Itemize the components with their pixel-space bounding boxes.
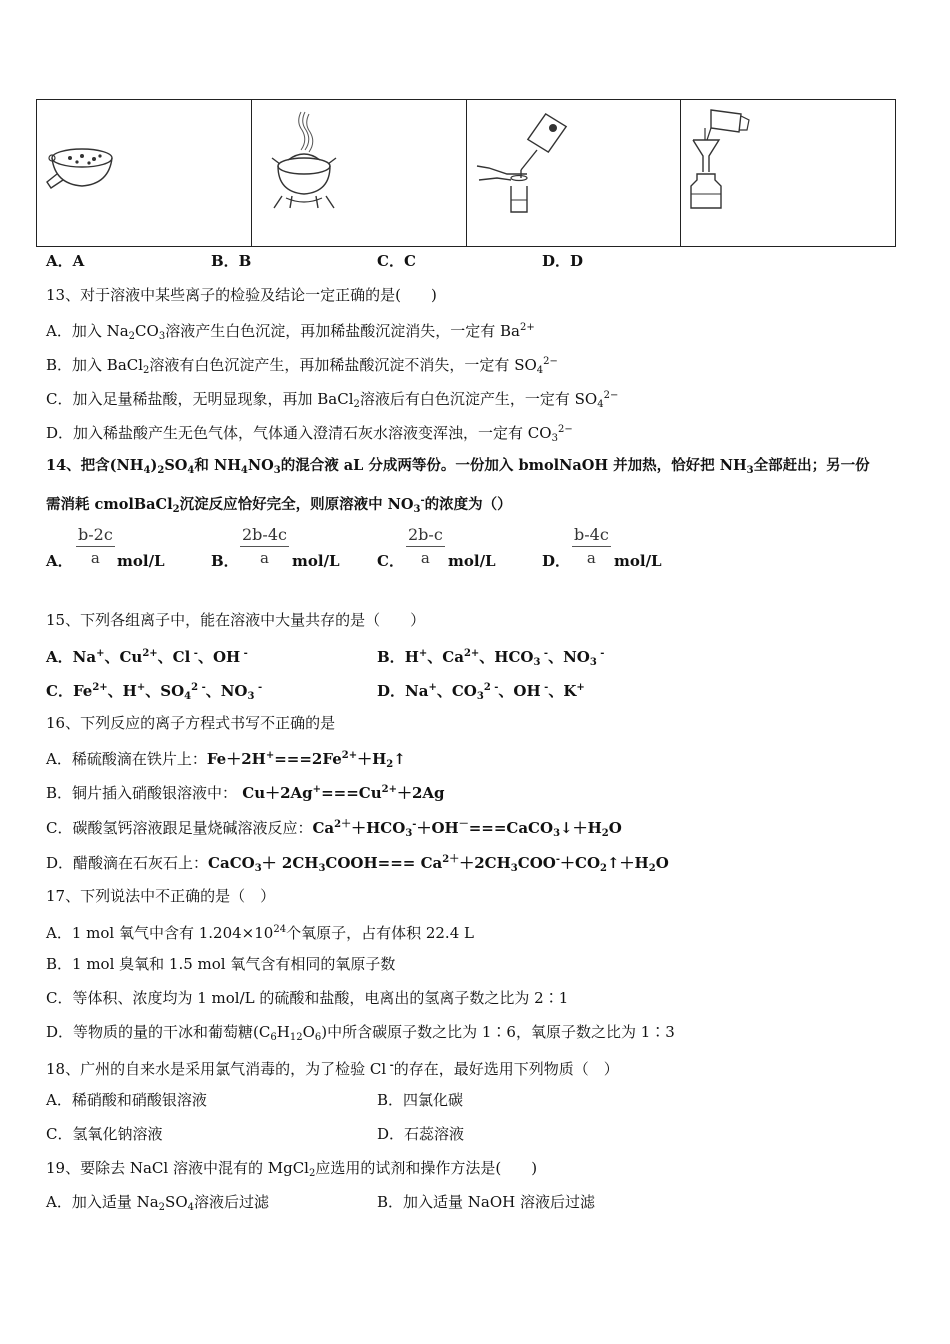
- q13-d-sup: 2−: [557, 424, 573, 435]
- q17-a-sup: 24: [273, 924, 287, 935]
- q15-b-t5: 、HCO: [479, 648, 534, 666]
- q13-a-sup: 2+: [519, 322, 535, 333]
- q15-d-s4: 3: [476, 691, 484, 702]
- q15-d-t1: Na: [405, 682, 429, 700]
- q15-d-s7: -: [540, 682, 549, 693]
- q16-d-s2: 3: [254, 863, 262, 874]
- q19-option-b[interactable]: B．加入适量 NaOH 溶液后过滤: [377, 1193, 596, 1211]
- q19-a-t4: 溶液后过滤: [194, 1193, 270, 1211]
- q15-option-b[interactable]: [377, 644, 604, 673]
- q14-s5: 4: [187, 465, 195, 476]
- q16-c-t0: C．碳酸氢钙溶液跟足量烧碱溶液反应：: [46, 819, 313, 837]
- q16-c-t1: Ca: [312, 819, 335, 837]
- q16-b-s2: +: [312, 784, 322, 795]
- q16-b-t5: ＋2Ag: [396, 784, 445, 802]
- q15-c-s4: +: [136, 682, 146, 693]
- q15-a-t0: A．: [46, 648, 73, 666]
- q15-c-t3: 、H: [107, 682, 137, 700]
- q16-option-b[interactable]: [46, 780, 445, 803]
- q17-d-t0: D．等物质的量的干冰和葡萄糖(C: [46, 1023, 271, 1041]
- q13-d-text: D．加入稀盐酸产生无色气体，气体通入澄清石灰水溶液变浑浊，一定有 CO: [46, 424, 552, 442]
- q15-c-t8: 、NO: [205, 682, 248, 700]
- q16-a-t7: ↑: [393, 750, 406, 768]
- q16-c-s7: －: [458, 819, 469, 830]
- q15-d-t6: 、OH: [498, 682, 541, 700]
- q16-d-t3: ＋ 2CH: [261, 854, 319, 872]
- q14-d-unit: mol/L: [614, 552, 662, 570]
- q16-b-t0: B．铜片插入硝酸银溶液中：: [46, 784, 238, 802]
- q14-s11: 3: [746, 465, 754, 476]
- q15-c-t1: Fe: [72, 682, 93, 700]
- q14-b-numerator: 2b-4c: [240, 524, 289, 547]
- q14-option-b-fraction: [240, 524, 289, 569]
- q13-d-sub: 3: [551, 433, 558, 444]
- q13-c-text: C．加入足量稀盐酸，无明显现象，再加 BaCl: [46, 390, 354, 408]
- q13-b-sup: 2−: [543, 356, 558, 367]
- q15-b-s10: -: [596, 648, 605, 659]
- q13-option-c[interactable]: [46, 386, 618, 415]
- q14-option-d-letter[interactable]: D．: [542, 552, 571, 570]
- q16-c-s5: -: [412, 819, 417, 830]
- q19-t0: 19、要除去 NaCl 溶液中混有的 MgCl: [46, 1159, 309, 1177]
- q18-option-d[interactable]: D．石蕊溶液: [377, 1125, 465, 1143]
- q16-d-t5: COOH=== Ca: [325, 854, 443, 872]
- q13-c-text2: 溶液后有白色沉淀产生，一定有 SO: [359, 390, 598, 408]
- q15-c-s6: 4: [184, 691, 192, 702]
- q13-b-text2: 溶液有白色沉淀产生，再加稀盐酸沉淀不消失，一定有 SO: [149, 356, 537, 374]
- q15-a-t3: 、Cu: [104, 648, 143, 666]
- q13-c-sup: 2−: [603, 390, 619, 401]
- q16-d-s4: 3: [318, 863, 326, 874]
- q17-option-c[interactable]: C．等体积、浓度均为 1 mol/L 的硫酸和盐酸，电离出的氢离子数之比为 2∶1: [46, 989, 569, 1007]
- q16-c-s2: 2＋: [334, 819, 352, 830]
- q15-c-s9: 3: [247, 691, 255, 702]
- q15-b-t3: 、Ca: [427, 648, 464, 666]
- q16-a-s6: 2: [386, 759, 394, 770]
- apparatus-a-cell: [37, 100, 252, 246]
- q16-c-t10: ↓＋H: [560, 819, 602, 837]
- q15-option-c[interactable]: [46, 678, 262, 707]
- q14-s9: 3: [273, 465, 281, 476]
- q15-b-t8: 、NO: [548, 648, 590, 666]
- q17-option-d[interactable]: [46, 1022, 675, 1048]
- q16-stem: 16、下列反应的离子方程式书写不正确的是: [46, 714, 336, 732]
- q14-l2-t2: 沉淀反应恰好完全，则原溶液中 NO: [179, 496, 414, 513]
- q16-option-d[interactable]: [46, 850, 669, 879]
- q18-option-a[interactable]: A．稀硝酸和硝酸银溶液: [46, 1091, 207, 1109]
- filtration-funnel-icon: [681, 100, 895, 246]
- q18-t0: 18、广州的自来水是采用氯气消毒的，为了检验 Cl: [46, 1060, 387, 1078]
- q17-a-t0: A．1 mol 氧气中含有 1.204×10: [46, 924, 274, 942]
- q14-b-unit: mol/L: [292, 552, 340, 570]
- q14-l2-s1: 2: [172, 504, 180, 515]
- q18-option-c[interactable]: C．氢氧化钠溶液: [46, 1125, 163, 1143]
- q15-b-s7: -: [540, 648, 549, 659]
- q14-c-denominator: a: [420, 549, 430, 567]
- q14-stem-line1: [46, 456, 870, 481]
- q15-a-s4: 2+: [142, 648, 158, 659]
- q13-stem: 13、对于溶液中某些离子的检验及结论一定正确的是( ): [46, 286, 437, 304]
- q16-b-t3: ===Cu: [321, 784, 382, 802]
- q14-l2-sup: -: [420, 495, 425, 506]
- q16-d-t9: COO: [517, 854, 556, 872]
- q17-option-b[interactable]: B．1 mol 臭氧和 1.5 mol 氧气含有相同的氧原子数: [46, 955, 396, 973]
- q16-a-t3: ===2Fe: [274, 750, 342, 768]
- q19-t2: 应选用的试剂和操作方法是( ): [315, 1159, 538, 1177]
- q17-d-t2: H: [276, 1023, 290, 1041]
- q14-option-a-letter[interactable]: A．: [46, 552, 73, 570]
- q17-option-a[interactable]: [46, 920, 474, 943]
- q14-d-numerator: b-4c: [572, 524, 611, 547]
- q16-c-s11: 2: [601, 828, 609, 839]
- q15-d-s5: 2 -: [483, 682, 499, 693]
- q15-a-t7: 、OH: [197, 648, 241, 666]
- fig-option-b[interactable]: B．B: [211, 252, 252, 270]
- q16-d-s6: 2＋: [442, 854, 460, 865]
- q14-option-c-letter[interactable]: C．: [377, 552, 404, 570]
- q13-option-a[interactable]: [46, 318, 535, 347]
- q19-a-t0: A．加入适量 Na: [46, 1193, 159, 1211]
- q14-t0: 14、把含(NH: [46, 457, 144, 474]
- q13-b-sub2: 4: [536, 365, 544, 376]
- q15-c-s10: -: [254, 682, 263, 693]
- q16-d-t7: ＋2CH: [459, 854, 511, 872]
- q16-option-c[interactable]: [46, 815, 622, 844]
- q15-d-t8: 、K: [548, 682, 577, 700]
- q14-option-d-fraction: [572, 524, 611, 569]
- q16-d-s8: 3: [510, 863, 518, 874]
- q16-b-t1: Cu＋2Ag: [237, 784, 313, 802]
- fig-option-a[interactable]: A．A: [46, 252, 85, 270]
- q14-b-denominator: a: [260, 549, 269, 567]
- q15-c-s2: 2+: [92, 682, 108, 693]
- q13-option-d[interactable]: [46, 420, 573, 449]
- q13-a-text2: CO: [135, 322, 159, 340]
- q16-c-s9: 3: [553, 828, 561, 839]
- q16-a-s4: 2+: [341, 750, 358, 761]
- q19-sub: 2: [308, 1168, 316, 1179]
- q14-t2: ): [150, 457, 158, 474]
- q16-c-t12: O: [608, 819, 622, 837]
- q16-b-s4: 2+: [381, 784, 397, 795]
- q15-a-s2: +: [96, 648, 105, 659]
- apparatus-c-cell: [467, 100, 682, 246]
- q14-s1: 4: [143, 465, 151, 476]
- q16-d-t13: ↑＋H: [606, 854, 649, 872]
- q13-c-sub2: 4: [597, 399, 604, 410]
- q16-d-s14: 2: [648, 863, 656, 874]
- pouring-beaker-icon: [467, 100, 681, 246]
- q14-t12: 全部赶出；另一份: [753, 457, 870, 474]
- q16-a-t5: ＋H: [357, 750, 387, 768]
- q15-b-s4: 2+: [463, 648, 480, 659]
- q13-c-sub: 2: [353, 399, 360, 410]
- q17-a-t2: 个氧原子，占有体积 22.4 L: [286, 924, 474, 942]
- q15-d-s2: +: [428, 682, 437, 693]
- q14-a-unit: mol/L: [117, 552, 165, 570]
- q15-d-t0: D．: [377, 682, 406, 700]
- q17-d-t4: O: [302, 1023, 315, 1041]
- q15-b-s9: 3: [589, 657, 597, 668]
- q14-l2-t5: 的浓度为（）: [424, 496, 512, 513]
- q13-a-sub: 2: [128, 331, 136, 342]
- q14-s3: 2: [157, 465, 165, 476]
- q14-option-a-fraction: [76, 524, 115, 569]
- crucible-heating-icon: [252, 100, 466, 246]
- q15-option-d[interactable]: [377, 678, 585, 707]
- q15-b-s6: 3: [533, 657, 541, 668]
- q14-option-c-fraction: [406, 524, 445, 569]
- q16-a-t0: A．稀硫酸滴在铁片上：: [46, 750, 207, 768]
- q16-d-t1: CaCO: [208, 854, 255, 872]
- q15-b-s2: +: [418, 648, 428, 659]
- q15-d-t3: 、CO: [436, 682, 477, 700]
- q15-a-t5: 、Cl: [157, 648, 191, 666]
- q15-c-t5: 、SO: [145, 682, 185, 700]
- q18-option-b[interactable]: B．四氯化碳: [377, 1091, 464, 1109]
- q15-c-s7: 2 -: [191, 682, 206, 693]
- q14-l2-s3: 3: [413, 504, 421, 515]
- q16-a-s2: +: [265, 750, 275, 761]
- q16-c-t3: ＋HCO: [351, 819, 406, 837]
- q15-stem: 15、下列各组离子中，能在溶液中大量共存的是（ ）: [46, 611, 426, 629]
- evaporating-dish-icon: [37, 100, 251, 246]
- q16-d-t0: D．醋酸滴在石灰石上：: [46, 854, 209, 872]
- q17-d-s3: 12: [289, 1032, 303, 1043]
- q14-t8: NO: [247, 457, 274, 474]
- q16-a-t1: Fe＋2H: [206, 750, 266, 768]
- q14-s7: 4: [240, 465, 248, 476]
- q13-a-sub2: 3: [158, 331, 166, 342]
- q15-a-t1: Na: [72, 648, 97, 666]
- q14-l2-t0: 需消耗 cmolBaCl: [46, 496, 173, 513]
- q13-option-b[interactable]: [46, 352, 558, 381]
- q16-d-t15: O: [655, 854, 669, 872]
- fig-option-c[interactable]: C．C: [377, 252, 416, 270]
- q16-c-t8: ===CaCO: [468, 819, 554, 837]
- q17-d-t6: )中所含碳原子数之比为 1∶6，氧原子数之比为 1∶3: [321, 1023, 675, 1041]
- apparatus-d-cell: [681, 100, 895, 246]
- apparatus-b-cell: [252, 100, 467, 246]
- q14-t10: 的混合液 aL 分成两等份。一份加入 bmolNaOH 并加热，恰好把 NH: [280, 457, 747, 474]
- q15-c-t0: C．: [46, 682, 73, 700]
- q14-option-b-letter[interactable]: B．: [211, 552, 239, 570]
- q18-stem: [46, 1056, 619, 1079]
- q16-d-s10: -: [555, 854, 560, 865]
- q14-a-numerator: b-2c: [76, 524, 115, 547]
- q17-stem: 17、下列说法中不正确的是（ ）: [46, 887, 276, 905]
- q13-b-sub: 2: [143, 365, 150, 376]
- q14-d-denominator: a: [586, 549, 596, 567]
- q16-option-a[interactable]: [46, 746, 406, 775]
- q13-b-text: B．加入 BaCl: [46, 356, 144, 374]
- q15-option-a[interactable]: [46, 644, 248, 667]
- q16-d-t11: ＋CO: [560, 854, 601, 872]
- q18-t2: 的存在，最好选用下列物质（ ）: [393, 1060, 619, 1078]
- q16-c-t6: ＋OH: [416, 819, 459, 837]
- q17-d-s5: 6: [314, 1032, 322, 1043]
- q15-b-t0: B．: [377, 648, 405, 666]
- q14-t6: 和 NH: [194, 457, 241, 474]
- q19-a-s3: 4: [187, 1202, 194, 1213]
- apparatus-figure-table: [36, 99, 896, 247]
- q14-t4: SO: [164, 457, 188, 474]
- q18-sup: -: [386, 1060, 394, 1071]
- q14-stem-line2: [46, 491, 512, 520]
- q19-stem: [46, 1158, 537, 1184]
- q16-d-s12: 2: [600, 863, 607, 874]
- q15-d-s9: +: [576, 682, 585, 693]
- q19-a-s1: 2: [158, 1202, 166, 1213]
- q14-a-denominator: a: [90, 549, 100, 567]
- q15-a-s6: -: [190, 648, 198, 659]
- q19-a-t2: SO: [165, 1193, 188, 1211]
- q17-d-s1: 6: [270, 1032, 277, 1043]
- q14-c-numerator: 2b-c: [406, 524, 445, 547]
- q19-option-a[interactable]: [46, 1192, 269, 1218]
- q15-a-s8: -: [240, 648, 248, 659]
- q13-a-text3: 溶液产生白色沉淀，再加稀盐酸沉淀消失，一定有 Ba: [165, 322, 520, 340]
- q16-c-s4: 3: [405, 828, 413, 839]
- fig-option-d[interactable]: D．D: [542, 252, 584, 270]
- q15-b-t1: H: [404, 648, 419, 666]
- q14-c-unit: mol/L: [448, 552, 496, 570]
- q13-a-text: A．加入 Na: [46, 322, 129, 340]
